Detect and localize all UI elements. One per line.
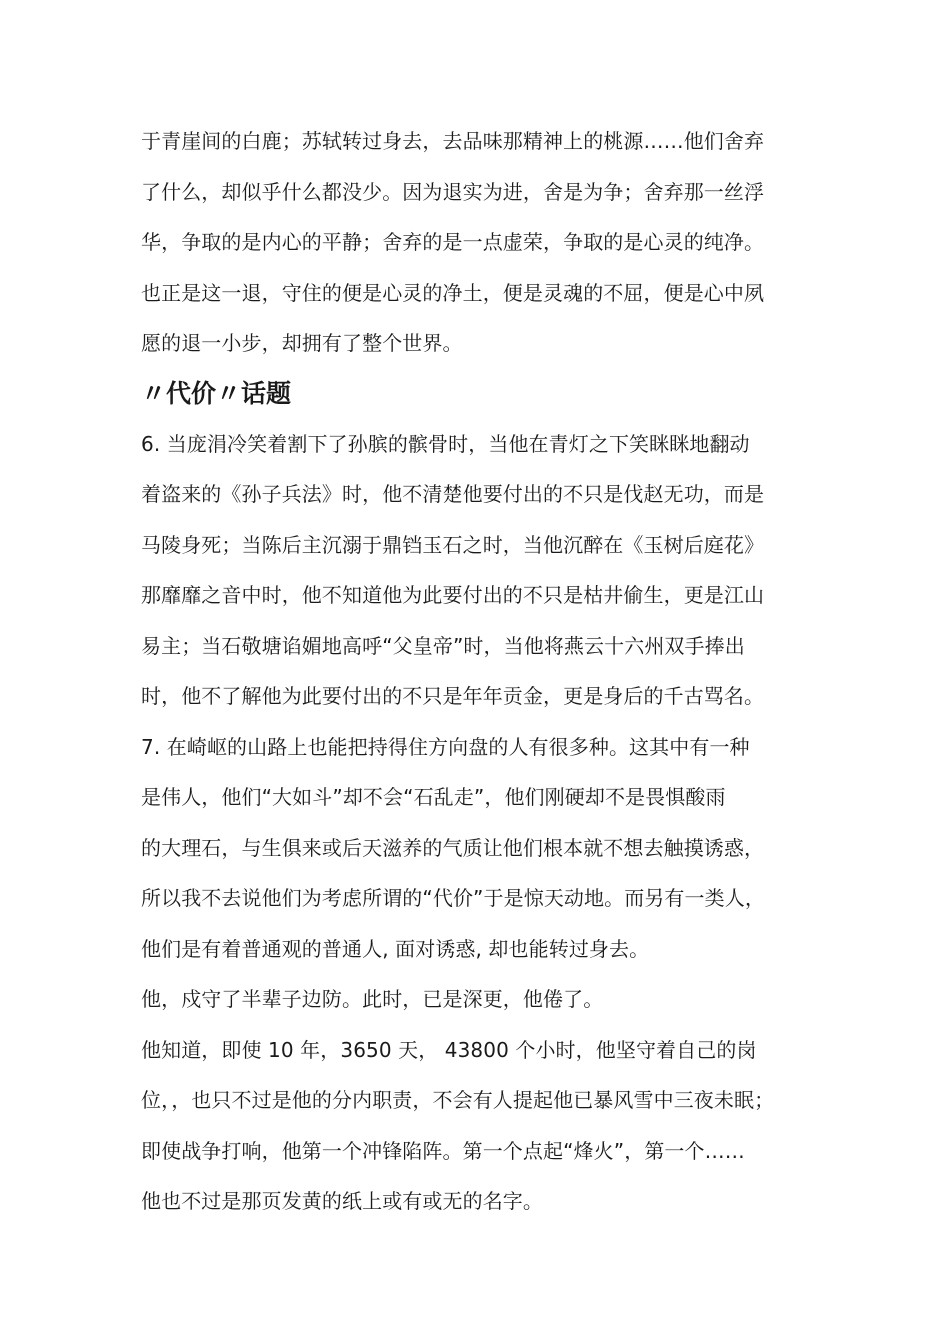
text-line: 着盗来的《孙子兵法》时，他不清楚他要付出的不只是伐赵无功，而是 — [141, 482, 765, 506]
intro-paragraph — [141, 116, 821, 369]
text-line: 是伟人，他们“大如斗”却不会“石乱走”，他们刚硬却不是畏惧酸雨 — [141, 785, 726, 809]
text-line: 于青崖间的白鹿；苏轼转过身去，去品味那精神上的桃源……他们舍弃 — [141, 129, 765, 153]
text-line: 了什么，却似乎什么都没少。因为退实为进，舍是为争；舍弃那一丝浮 — [141, 179, 765, 204]
document-page — [141, 116, 821, 1227]
text-line: 7. 在崎岖的山路上也能把持得住方向盘的人有很多种。这其中有一种 — [141, 734, 750, 759]
text-line: 即使战争打响，他第一个冲锋陷阵。第一个点起“烽火”，第一个…… — [141, 1138, 745, 1163]
text-line: 位，，也只不过是他的分内职责，不会有人提起他已暴风雪中三夜未眠； — [141, 1088, 775, 1112]
text-line: 愿的退一小步，却拥有了整个世界。 — [141, 331, 463, 355]
text-line: 所以我不去说他们为考虑所谓的“代价”于是惊天动地。而另有一类人， — [141, 886, 765, 910]
text-line: 时，他不了解他为此要付出的不只是年年贡金，更是身后的千古骂名。 — [141, 684, 765, 708]
text-line: 6. 当庞涓冷笑着割下了孙膑的髌骨时，当他在青灯之下笑眯眯地翻动 — [141, 431, 750, 456]
text-line: 他知道，即使 10 年，3650 天， 43800 个小时，他坚守着自己的岗 — [141, 1037, 757, 1062]
section-heading: 〃代价〃话题 — [141, 378, 292, 408]
text-line: 他，戍守了半辈子边防。此时，已是深更，他倦了。 — [141, 987, 604, 1011]
text-line: 他们是有着普通观的普通人, 面对诱惑, 却也能转过身去。 — [141, 936, 650, 961]
text-line: 易主；当石敬塘谄媚地高呼“父皇帝”时，当他将燕云十六州双手捧出 — [141, 633, 745, 658]
text-line: 华，争取的是内心的平静；舍弃的是一点虚荣，争取的是心灵的纯净。 — [141, 230, 765, 254]
text-line: 马陵身死；当陈后主沉溺于鼎铛玉石之时，当他沉醉在《玉树后庭花》 — [141, 532, 765, 557]
text-line: 的大理石，与生俱来或后天滋养的气质让他们根本就不想去触摸诱惑， — [141, 835, 765, 860]
text-line: 也正是这一退，守住的便是心灵的净土，便是灵魂的不屈，便是心中夙 — [141, 280, 765, 305]
text-line: 那靡靡之音中时，他不知道他为此要付出的不只是枯井偷生，更是江山 — [141, 583, 765, 607]
text-line: 他也不过是那页发黄的纸上或有或无的名字。 — [141, 1189, 543, 1213]
body-paragraphs — [141, 419, 821, 1227]
